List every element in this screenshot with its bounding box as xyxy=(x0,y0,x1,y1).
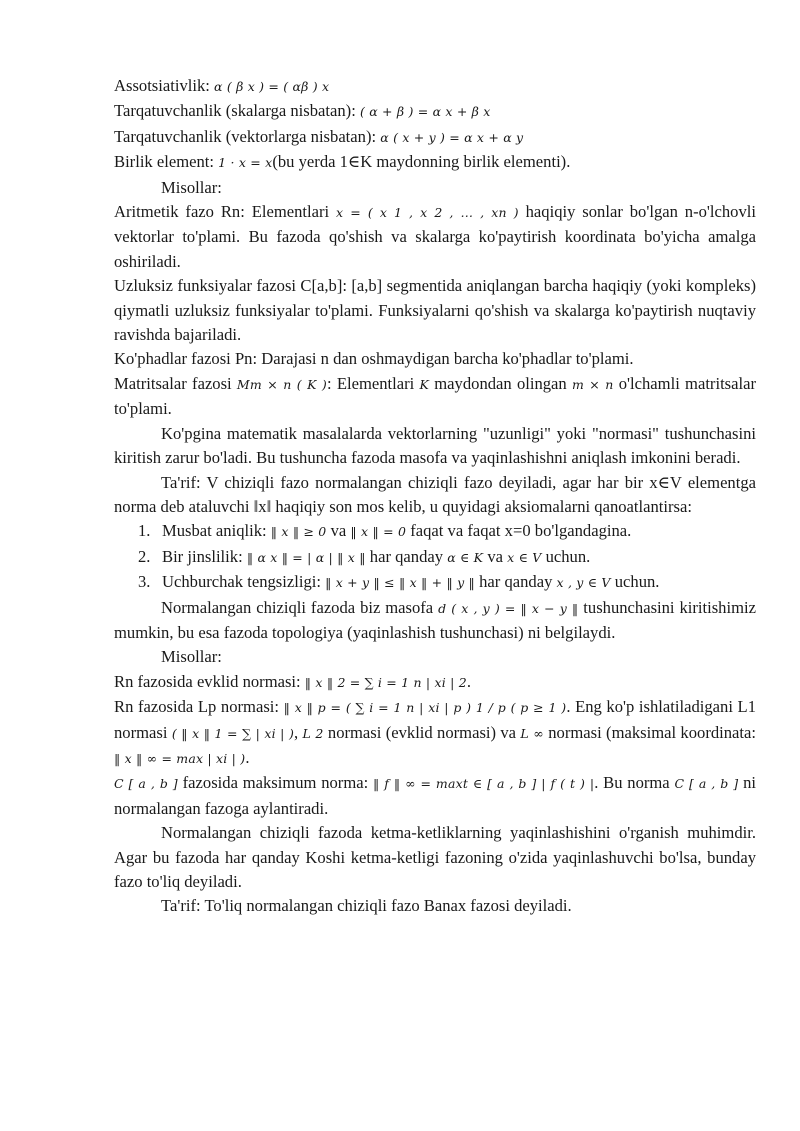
axiom-label: Bir jinslilik: xyxy=(162,546,247,566)
axiom-formula: x ∈ V xyxy=(507,549,542,565)
l2-symbol: L 2 xyxy=(302,725,324,741)
axiom-label: Musbat aniqlik: xyxy=(162,521,271,541)
unit-element-line xyxy=(114,150,756,175)
axiom-text: har qanday xyxy=(365,546,448,566)
axiom-formula: ‖ x ‖ ≥ 0 xyxy=(270,524,327,540)
distributivity-scalar-formula: ( α + β ) = α x + β x xyxy=(359,104,491,120)
axiom-text: har qanday xyxy=(474,572,557,592)
arithmetic-space-text: haqiqiy sonlar bo'lgan n-o'lchovli vektorlar to'plami. Bu fazoda qo'shish va skalarga ko'paytirish koordinata bo'yicha amalga oshiriladi. xyxy=(114,202,756,271)
continuous-functions-paragraph: Uzluksiz funksiyalar fazosi C[a,b]: [a,b] segmentida aniqlangan barcha haqiqiy (yoki kompleks) qiymatli uzluksiz funksiyalar to'plami. Funksiyalarni qo'shish va skalarga ko'paytirish nuqtaviy ravishda bajariladi. xyxy=(114,276,756,345)
lp-norm-text-4: normasi (maksimal koordinata: xyxy=(543,722,757,742)
axiom-text: uchun. xyxy=(610,572,660,592)
euclid-norm-period: . xyxy=(466,671,472,691)
matrix-size-formula: m × n xyxy=(571,376,614,392)
arithmetic-space-paragraph xyxy=(114,200,756,274)
l1-norm-formula: ( ‖ x ‖ 1 = ∑ | xi | ) xyxy=(171,725,295,741)
examples-heading-2: Misollar: xyxy=(161,647,222,667)
linf-norm-formula: ‖ x ‖ ∞ = max | xi | ) xyxy=(114,750,246,766)
definition-normed-space: Ta'rif: V chiziqli fazo normalangan chiziqli fazo deyiladi, agar har bir x∈V elementga norma deb ataluvchi ‖x‖ haqiqiy son mos kelib, u quyidagi aksiomalarni qanoatlantirsa: xyxy=(114,472,756,516)
definition-banach-space: Ta'rif: To'liq normalangan chiziqli fazo Banax fazosi deyiladi. xyxy=(161,896,572,916)
axiom-number: 2. xyxy=(138,546,151,566)
distributivity-vector-formula: α ( x + y ) = α x + α y xyxy=(380,129,524,145)
euclid-norm-label: Rn fazosida evklid normasi: xyxy=(114,671,305,691)
arithmetic-space-formula: x = ( x 1 , x 2 , … , xn ) xyxy=(336,205,519,221)
matrices-text-3: o'lchamli matritsalar to'plami. xyxy=(114,373,757,419)
axiom-text: faqat va faqat x=0 bo'lgandagina. xyxy=(406,521,632,541)
norm-intro-paragraph: Ko'pgina matematik masalalarda vektorlarning "uzunligi" yoki "normasi" tushunchasini kiritish zarur bo'ladi. Bu tushuncha fazoda masofa va yaqinlashishni aniqlash imkonini beradi. xyxy=(114,423,756,468)
metric-formula: d ( x , y ) = ‖ x − y ‖ xyxy=(438,600,579,616)
field-symbol: K xyxy=(419,376,430,392)
axiom-formula: ‖ x + y ‖ ≤ ‖ x ‖ + ‖ y ‖ xyxy=(325,575,475,591)
cab-symbol: C [ a , b ] xyxy=(114,776,178,792)
metric-paragraph xyxy=(114,596,756,646)
cauchy-paragraph: Normalangan chiziqli fazoda ketma-ketliklarning yaqinlashishini o'rganish muhimdir. Agar bu fazoda har qanday Koshi ketma-ketligi fazoning o'zida yaqinlashuvchi bo'lsa, bunday fazo to'liq deyiladi. xyxy=(114,823,756,891)
examples-heading-1: Misollar: xyxy=(161,177,222,197)
cab-symbol: C [ a , b ] xyxy=(674,776,739,792)
unit-element-note: (bu yerda 1∈K maydonning birlik elementi). xyxy=(272,152,571,172)
matrices-intro: Matritsalar fazosi xyxy=(114,373,237,393)
sup-norm-paragraph xyxy=(114,771,756,821)
axiom-formula: ‖ x ‖ = 0 xyxy=(350,524,407,540)
distributivity-scalar-label: Tarqatuvchanlik (skalarga nisbatan): xyxy=(114,101,360,121)
sup-norm-text-2: . Bu norma xyxy=(594,773,675,793)
axiom-formula: ‖ α x ‖ = | α | ‖ x ‖ xyxy=(246,549,366,565)
associativity-line xyxy=(114,74,756,99)
axiom-text: va xyxy=(483,546,508,566)
euclid-norm-formula: ‖ x ‖ 2 = ∑ i = 1 n | xi | 2 xyxy=(304,674,467,690)
axiom-formula: α ∈ K xyxy=(447,549,484,565)
sup-norm-text-3: ni normalangan fazoga aylantiradi. xyxy=(114,773,756,818)
axiom-text: uchun. xyxy=(541,546,591,566)
sup-norm-text-1: fazosida maksimum norma: xyxy=(177,773,373,793)
euclid-norm-line xyxy=(114,670,756,695)
metric-text-2: tushunchasini kiritishimiz mumkin, bu esa fazoda topologiya (yaqinlashish tushunchasi) ni belgilaydi. xyxy=(114,597,756,642)
associativity-label: Assotsiativlik: xyxy=(114,76,215,95)
lp-norm-period: . xyxy=(245,747,250,767)
lp-norm-label: Rn fazosida Lp normasi: xyxy=(114,697,284,717)
document-page xyxy=(114,74,756,919)
matrices-paragraph xyxy=(114,372,756,422)
lp-norm-paragraph xyxy=(114,695,756,771)
lp-norm-text-3: normasi (evklid normasi) va xyxy=(323,722,521,742)
axiom-number: 3. xyxy=(138,572,151,592)
lp-norm-text-2: , xyxy=(294,722,303,742)
lp-norm-formula: ‖ x ‖ p = ( ∑ i = 1 n | xi | p ) 1 / p ( p ≥ 1 ) xyxy=(283,700,567,716)
matrices-formula: Mm × n ( K ) xyxy=(236,376,327,392)
lp-norm-text-1: . Eng ko'p ishlatiladigani L1 normasi xyxy=(114,697,756,742)
unit-element-label: Birlik element: xyxy=(114,152,219,172)
metric-text-1: Normalangan chiziqli fazoda biz masofa xyxy=(161,597,439,617)
polynomials-paragraph: Ko'phadlar fazosi Pn: Darajasi n dan oshmaydigan barcha ko'phadlar to'plami. xyxy=(114,349,634,369)
associativity-formula: α ( β x ) = ( αβ ) x xyxy=(214,79,330,94)
sup-norm-formula: ‖ f ‖ ∞ = maxt ∈ [ a , b ] | f ( t ) | xyxy=(372,776,595,792)
axiom-homogeneity xyxy=(114,545,756,570)
axiom-label: Uchburchak tengsizligi: xyxy=(162,572,326,592)
unit-element-formula: 1 · x = x xyxy=(218,155,273,171)
norm-axioms-list xyxy=(114,519,756,595)
arithmetic-space-intro: Aritmetik fazo Rn: Elementlari xyxy=(114,202,337,222)
axiom-text: va xyxy=(326,521,351,541)
matrices-text-1: : Elementlari xyxy=(326,373,420,393)
linf-symbol: L ∞ xyxy=(520,725,544,741)
axiom-number: 1. xyxy=(138,521,151,541)
matrices-text-2: maydondan olingan xyxy=(429,373,572,393)
distributivity-vector-line xyxy=(114,125,756,150)
axiom-triangle-inequality xyxy=(114,570,756,595)
distributivity-scalar-line xyxy=(114,99,756,124)
axiom-formula: x , y ∈ V xyxy=(556,575,611,591)
axiom-positivity xyxy=(114,519,756,544)
distributivity-vector-label: Tarqatuvchanlik (vektorlarga nisbatan): xyxy=(114,126,381,146)
